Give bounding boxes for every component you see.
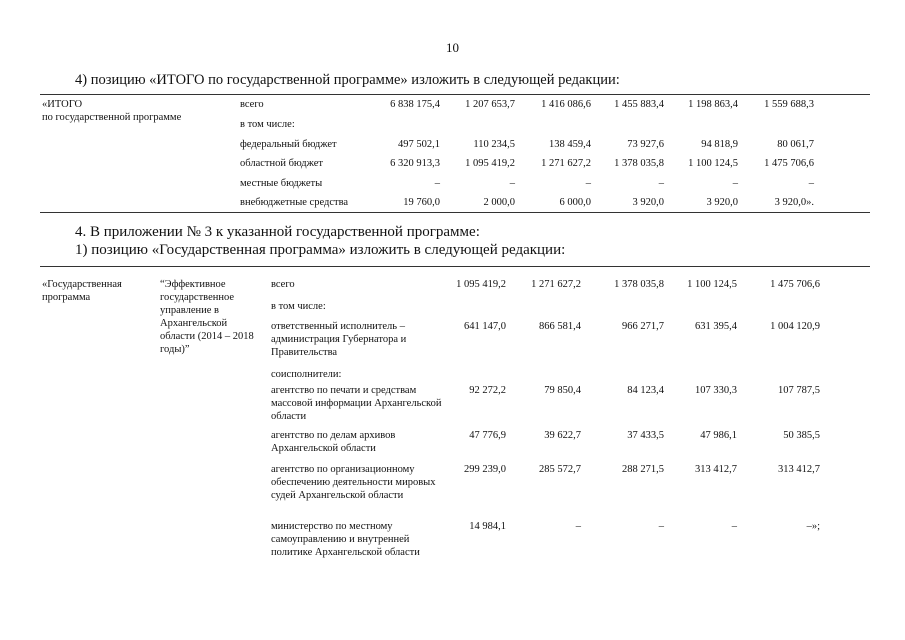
itogo-cell: 1 416 086,6 <box>541 99 591 110</box>
itogo-cell: 1 475 706,6 <box>764 158 814 169</box>
program-cell: 50 385,5 <box>783 430 820 441</box>
itogo-cell: 3 920,0 <box>632 197 664 208</box>
itogo-label-line1: «ИТОГО <box>42 99 83 110</box>
program-cell: – <box>731 521 737 532</box>
itogo-row-label: внебюджетные средства <box>240 197 349 208</box>
program-cell: 299 239,0 <box>464 464 506 475</box>
program-cell: 966 271,7 <box>622 321 664 332</box>
section4-item1: 1) позицию «Государственная программа» изложить в следующей редакции: <box>75 242 566 258</box>
itogo-cell: 1 100 124,5 <box>688 158 738 169</box>
itogo-cell: 138 459,4 <box>549 139 591 150</box>
program-cell: 37 433,5 <box>627 430 664 441</box>
table-rule-top <box>40 94 870 95</box>
program-cell: – <box>575 521 581 532</box>
table2-rule-top <box>40 266 870 267</box>
itogo-cell: 73 927,6 <box>627 139 664 150</box>
itogo-cell: 1 198 863,4 <box>688 99 738 110</box>
itogo-cell: 6 000,0 <box>559 197 591 208</box>
program-row-label: агентство по делам архивов Архангельской области <box>271 430 396 454</box>
item4-heading: 4) позицию «ИТОГО по государственной программе» изложить в следующей редакции: <box>75 72 620 88</box>
itogo-cell: 1 271 627,2 <box>541 158 591 169</box>
itogo-row-label: в том числе: <box>240 119 295 130</box>
program-cell: 84 123,4 <box>627 385 664 396</box>
itogo-cell: 94 818,9 <box>701 139 738 150</box>
itogo-cell: 19 760,0 <box>403 197 440 208</box>
itogo-cell: 3 920,0». <box>774 197 814 208</box>
program-cell: 288 271,5 <box>622 464 664 475</box>
itogo-row-label: местные бюджеты <box>240 178 323 189</box>
itogo-cell: 6 320 913,3 <box>390 158 440 169</box>
itogo-cell: 1 455 883,4 <box>614 99 664 110</box>
itogo-cell: 1 207 653,7 <box>465 99 515 110</box>
itogo-cell: 80 061,7 <box>777 139 814 150</box>
program-row-label: соисполнители: <box>271 369 342 380</box>
program-row-label: ответственный исполнитель – администрация Губернатора и Правительства <box>271 321 407 358</box>
page-number: 10 <box>446 40 459 55</box>
itogo-cell: 497 502,1 <box>398 139 440 150</box>
itogo-cell: 2 000,0 <box>483 197 515 208</box>
program-col2: “Эффективное государственное управление в Архангельской области (2014 – 2018 годы)” <box>160 279 254 355</box>
itogo-cell: – <box>658 178 664 189</box>
itogo-row-label: федеральный бюджет <box>240 139 337 150</box>
itogo-cell: – <box>509 178 515 189</box>
program-cell: 1 271 627,2 <box>531 279 581 290</box>
program-cell: 1 095 419,2 <box>456 279 506 290</box>
program-row-label: агентство по печати и средствам массовой информации Архангельской области <box>271 385 442 422</box>
program-cell: 79 850,4 <box>544 385 581 396</box>
itogo-cell: 1 559 688,3 <box>764 99 814 110</box>
program-cell: 107 330,3 <box>695 385 737 396</box>
program-col1: «Государственная программа <box>42 279 122 303</box>
itogo-cell: 1 378 035,8 <box>614 158 664 169</box>
program-cell: 866 581,4 <box>539 321 581 332</box>
itogo-cell: – <box>732 178 738 189</box>
program-cell: 285 572,7 <box>539 464 581 475</box>
program-row-label: всего <box>271 279 295 290</box>
program-cell: 1 100 124,5 <box>687 279 737 290</box>
itogo-cell: 1 095 419,2 <box>465 158 515 169</box>
section4-heading: 4. В приложении № 3 к указанной государственной программе: <box>75 224 480 240</box>
program-cell: 14 984,1 <box>469 521 506 532</box>
program-cell: 631 395,4 <box>695 321 737 332</box>
program-cell: 1 475 706,6 <box>770 279 820 290</box>
program-cell: 47 776,9 <box>469 430 506 441</box>
program-cell: 313 412,7 <box>778 464 820 475</box>
table-rule-bottom <box>40 212 870 213</box>
program-cell: 1 378 035,8 <box>614 279 664 290</box>
itogo-cell: – <box>808 178 814 189</box>
itogo-cell: – <box>434 178 440 189</box>
program-row-label: в том числе: <box>271 301 326 312</box>
itogo-row-label: всего <box>240 99 264 110</box>
itogo-cell: 3 920,0 <box>706 197 738 208</box>
program-cell: 313 412,7 <box>695 464 737 475</box>
program-row-label: министерство по местному самоуправлению и внутренней политике Архангельской области <box>271 521 420 558</box>
program-cell: 39 622,7 <box>544 430 581 441</box>
program-cell: 47 986,1 <box>700 430 737 441</box>
program-cell: 92 272,2 <box>469 385 506 396</box>
program-cell: – <box>658 521 664 532</box>
program-cell: 641 147,0 <box>464 321 506 332</box>
itogo-cell: – <box>585 178 591 189</box>
itogo-label-line2: по государственной программе <box>42 112 182 123</box>
program-cell: 1 004 120,9 <box>770 321 820 332</box>
itogo-row-label: областной бюджет <box>240 158 323 169</box>
program-cell: –»; <box>806 521 820 532</box>
itogo-cell: 110 234,5 <box>473 139 515 150</box>
itogo-cell: 6 838 175,4 <box>390 99 440 110</box>
program-row-label: агентство по организационному обеспечению деятельности мировых судей Архангельской области <box>271 464 436 501</box>
program-cell: 107 787,5 <box>778 385 820 396</box>
